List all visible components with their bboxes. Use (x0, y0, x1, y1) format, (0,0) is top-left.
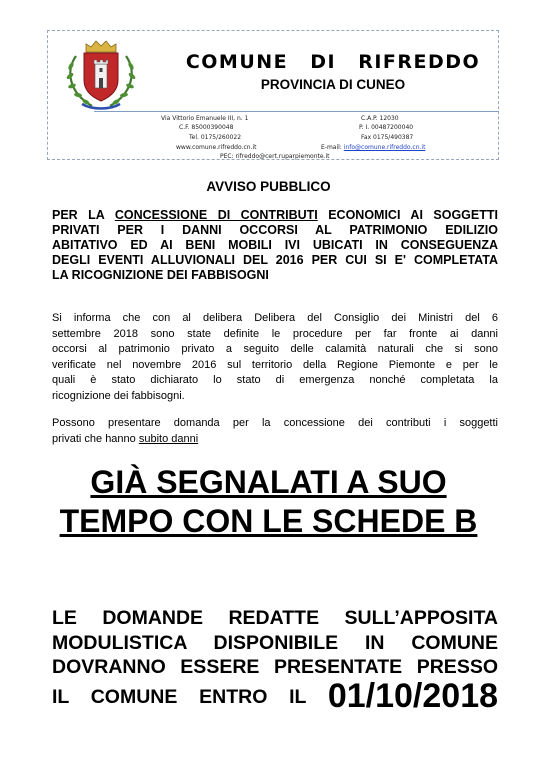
page-title: COMUNE DI RIFREDDO (185, 51, 481, 73)
body-line: ricognizione dei fabbisogni. (52, 389, 185, 402)
deadline-date: 01/10/2018 (327, 676, 499, 715)
eligibility-paragraph (52, 416, 498, 447)
tax-code-text: C.F. 85000390048 (179, 124, 234, 131)
notice-subject (52, 208, 498, 283)
vat-number-text: P. I. 00487200040 (359, 124, 414, 131)
pec-text: PEC: rifreddo@cert.ruparpiemonte.it (220, 153, 330, 160)
email-link[interactable]: info@comune.rifreddo.cn.it (343, 144, 426, 151)
body-line: Possono presentare domanda per la concessione dei contributi i soggetti (52, 417, 498, 429)
fax-text: Fax 0175/490387 (361, 134, 414, 141)
subject-text: ECONOMICI AI SOGGETTI (317, 208, 498, 222)
subject-text: PER LA (52, 208, 115, 222)
body-line: Si informa che con al delibera Delibera del Consiglio dei Ministri del 6 (52, 312, 498, 324)
subject-line: LA RICOGNIZIONE DEI FABBISOGNI (52, 268, 269, 282)
notice-heading: AVVISO PUBBLICO (206, 179, 331, 194)
body-text: privati che hanno (52, 432, 139, 445)
subject-underlined-text: CONCESSIONE DI CONTRIBUTI (114, 208, 318, 222)
deadline-prefix: IL COMUNE ENTRO IL (52, 685, 307, 708)
body-paragraph (52, 311, 498, 405)
body-line: quali è stato dichiarato lo stato di emergenza nonché completata la (52, 374, 498, 387)
province-subtitle: PROVINCIA DI CUNEO (260, 77, 406, 92)
cap-text: C.A.P. 12030 (361, 115, 399, 122)
letterhead (47, 30, 499, 160)
subject-line (52, 208, 498, 223)
emphasis-line-1: GIÀ SEGNALATI A SUO (90, 464, 447, 500)
subject-line: DEGLI EVENTI ALLUVIONALI DEL 2016 PER CUI SI E' COMPLETATA (52, 253, 498, 267)
coat-of-arms-icon (62, 36, 140, 114)
subject-line: PRIVATI PER I DANNI OCCORSI AL PATRIMONIO EDILIZIO (52, 223, 498, 237)
body-underlined-text: subito danni (138, 432, 199, 445)
address-text: Via Vittorio Emanuele III, n. 1 (161, 115, 249, 122)
deadline-line: LE DOMANDE REDATTE SULL’APPOSITA (52, 607, 498, 629)
subject-line: ABITATIVO ED AI BENI MOBILI IVI UBICATI IN CONSEGUENZA (52, 238, 498, 252)
emphasis-line-2: TEMPO CON LE SCHEDE B (59, 503, 478, 539)
body-line: verificate nel novembre 2016 sul territorio della Regione Piemonte e per le (52, 358, 498, 371)
email-label: E-mail: (321, 144, 342, 151)
deadline-line: MODULISTICA DISPONIBILE IN COMUNE (52, 631, 498, 654)
body-line: occorsi al patrimonio privato a seguito delle calamità naturali che si sono (52, 343, 498, 356)
deadline-line: DOVRANNO ESSERE PRESENTATE PRESSO (52, 656, 498, 678)
deadline-line (52, 676, 499, 715)
body-line: settembre 2018 sono state definite le procedure per far fronte ai danni (52, 327, 498, 340)
header-divider (94, 111, 499, 112)
website-link[interactable]: www.comune.rifreddo.cn.it (176, 144, 257, 151)
phone-text: Tel. 0175/260022 (189, 134, 242, 141)
deadline-block (52, 606, 499, 715)
email-line (321, 144, 425, 151)
body-line (52, 432, 498, 448)
